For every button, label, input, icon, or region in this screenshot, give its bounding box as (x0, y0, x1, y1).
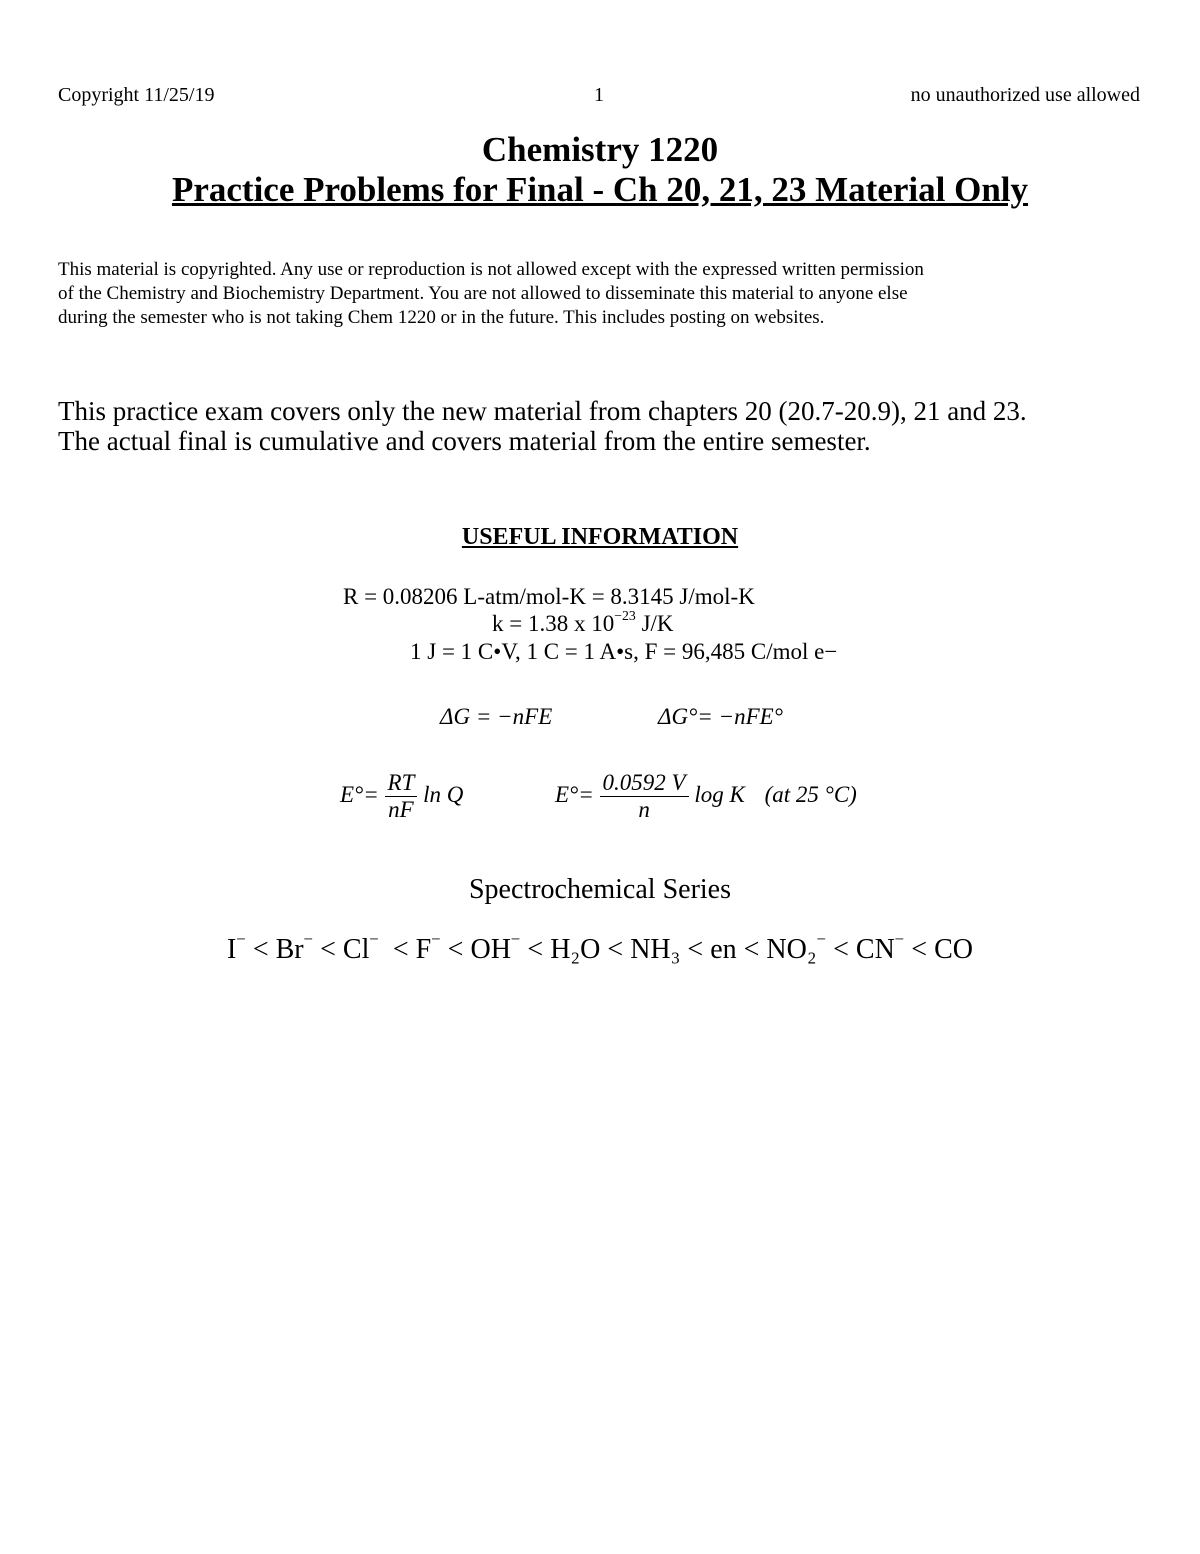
boltzmann-unit: J/K (635, 611, 674, 636)
gibbs-equation: ΔG = −nFE (440, 704, 553, 729)
usage-notice: no unauthorized use allowed (910, 84, 1140, 106)
ligand: OH (470, 934, 511, 965)
eq2-rhs: log K (694, 781, 745, 807)
gas-constant: R = 0.08206 L-atm/mol-K = 8.3145 J/mol-K (343, 584, 755, 609)
notice-line: This material is copyrighted. Any use or reproduction is not allowed except with the expressed written permission (58, 259, 924, 280)
ligand: NO₂ (766, 934, 817, 965)
page-header (58, 84, 1140, 110)
eq1-fraction (385, 770, 418, 823)
copyright-notice (58, 258, 1148, 330)
notice-line: of the Chemistry and Biochemistry Department. You are not allowed to disseminate this material to anyone else (58, 283, 908, 304)
gibbs-standard-equation: ΔG°= −nFE° (658, 704, 783, 729)
eq1-lhs: E°= (340, 781, 379, 807)
page-number: 1 (594, 84, 604, 106)
ligand: CN (855, 934, 895, 965)
eq2-numerator: 0.0592 V (600, 770, 689, 797)
ligand: Cl (342, 934, 370, 965)
copyright-text: Copyright 11/25/19 (58, 84, 215, 106)
document-subtitle: Practice Problems for Final - Ch 20, 21, 23 Material Only (171, 170, 1029, 209)
course-title: Chemistry 1220 (481, 130, 719, 169)
notice-line: during the semester who is not taking Chem 1220 or in the future. This includes posting on websites. (58, 307, 825, 328)
intro-line: This practice exam covers only the new material from chapters 20 (20.7-20.9), 21 and 23. (58, 396, 1027, 426)
boltzmann-constant (492, 607, 674, 637)
eq2-fraction (600, 770, 689, 823)
ligand: CO (934, 934, 973, 965)
useful-info-heading: USEFUL INFORMATION (461, 524, 739, 550)
eq2-denominator: n (638, 797, 650, 822)
spectrochemical-heading: Spectrochemical Series (468, 874, 731, 905)
eq1-denominator: nF (388, 797, 414, 822)
intro-paragraph (58, 396, 1158, 456)
ligand: NH₃ (630, 934, 681, 965)
spectrochemical-series: I− < Br− < Cl− < F− < OH− < H₂O < NH₃ < en < NO₂− < CN− < CO (227, 929, 973, 965)
ligand: Br (275, 934, 304, 965)
intro-line: The actual final is cumulative and covers material from the entire semester. (58, 426, 871, 456)
nernst-ln-equation (340, 770, 463, 823)
boltzmann-value: k = 1.38 x 10 (492, 611, 615, 636)
eq2-condition: (at 25 °C) (764, 781, 857, 807)
ligand: H₂O (550, 934, 601, 965)
eq1-rhs: ln Q (423, 781, 464, 807)
ligand: I (227, 934, 237, 965)
ligand: en (710, 934, 737, 965)
nernst-log-equation (555, 770, 857, 823)
unit-conversions: 1 J = 1 C•V, 1 C = 1 A•s, F = 96,485 C/mol e− (410, 639, 838, 664)
eq2-lhs: E°= (555, 781, 594, 807)
ligand: F (415, 934, 432, 965)
eq1-numerator: RT (385, 770, 418, 797)
boltzmann-exponent: −23 (614, 607, 636, 623)
